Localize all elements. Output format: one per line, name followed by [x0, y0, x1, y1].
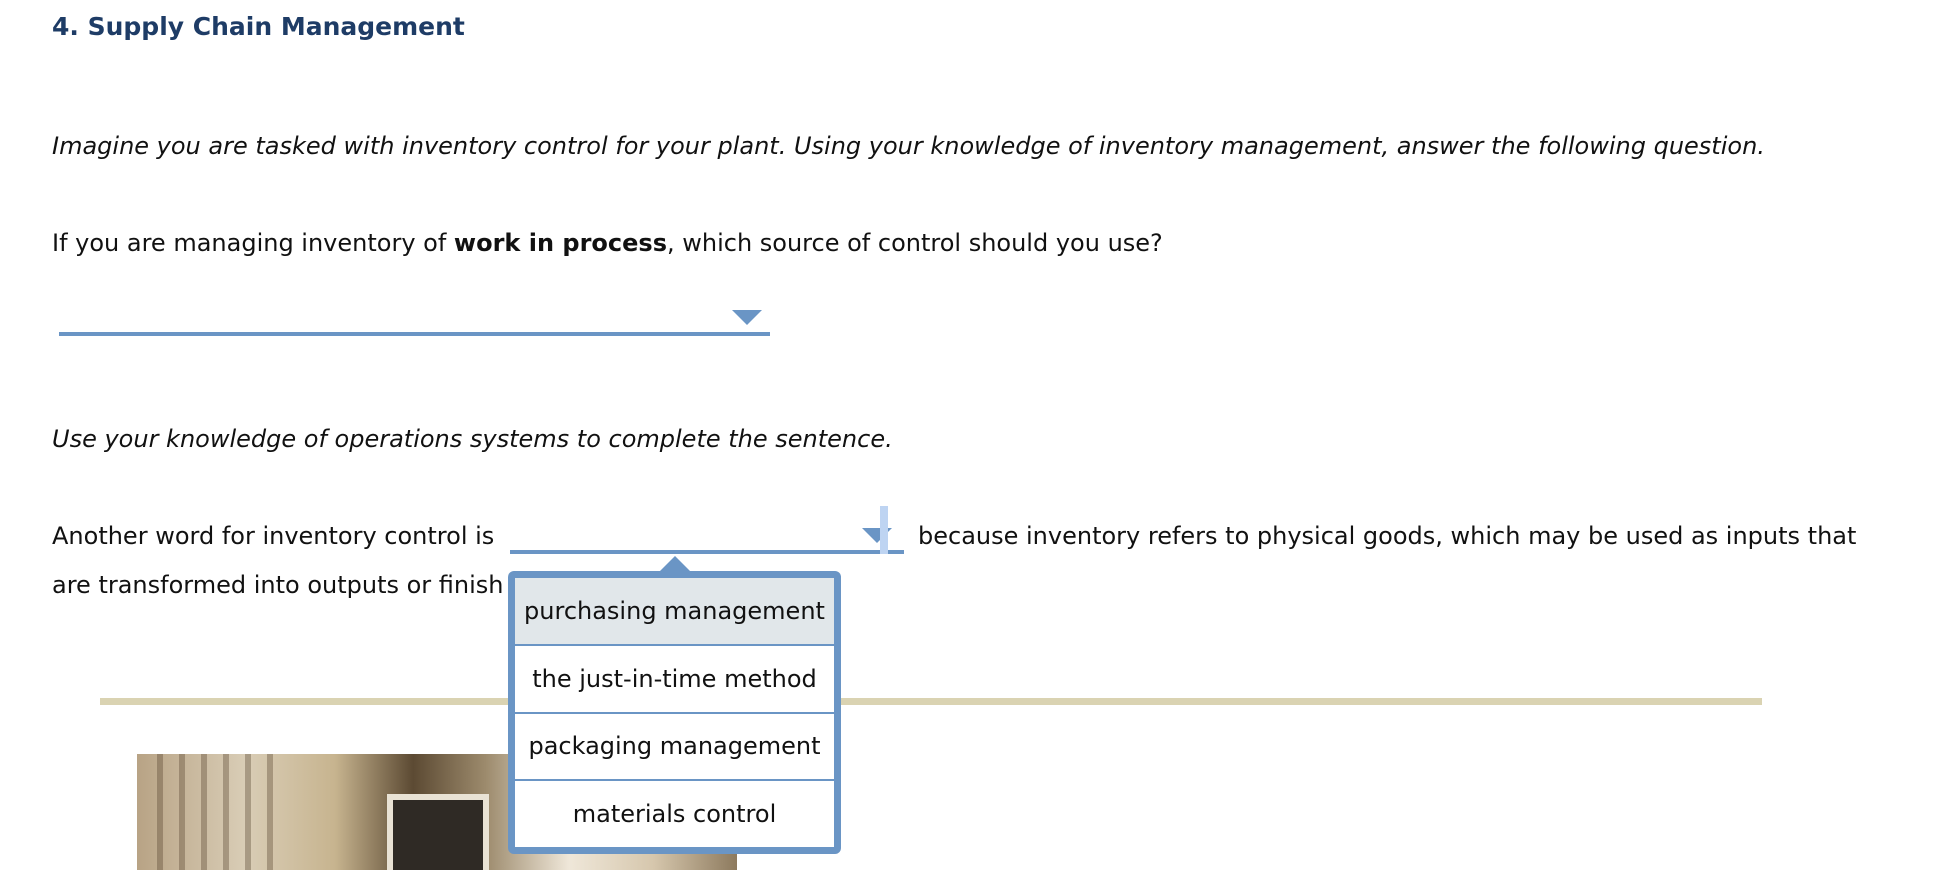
question-title: 4. Supply Chain Management [52, 12, 465, 41]
section-divider [100, 698, 1762, 705]
question-2-text-after: because inventory refers to physical goods, which may be used as inputs that [918, 522, 1857, 550]
question-1-emphasis: work in process [453, 229, 667, 257]
question-2-text-before: Another word for inventory control is [52, 522, 495, 550]
fireplace-image [387, 794, 489, 870]
question-1-suffix: , which source of control should you use? [666, 229, 1163, 257]
dropdown-option-materials-control[interactable]: materials control [515, 779, 834, 847]
intro-text: Imagine you are tasked with inventory control for your plant. Using your knowledge of inventory management, answer the following question. [52, 132, 1765, 160]
dropdown-scroll-thumb[interactable] [880, 506, 888, 554]
instruction-2-text: Use your knowledge of operations systems to complete the sentence. [52, 425, 893, 453]
dropdown-option-packaging-management[interactable]: packaging management [515, 712, 834, 780]
question-1-text [52, 229, 1163, 257]
dropdown-option-just-in-time-method[interactable]: the just-in-time method [515, 644, 834, 712]
popup-pointer [660, 556, 690, 571]
dropdown-menu[interactable] [508, 571, 841, 854]
question-1-prefix: If you are managing inventory of [52, 229, 454, 257]
caret-down-icon[interactable] [732, 310, 762, 325]
question-2-dropdown[interactable] [510, 516, 904, 554]
dropdown-option-purchasing-management[interactable]: purchasing management [515, 578, 834, 644]
question-2-text-line2: are transformed into outputs or finish [52, 571, 504, 599]
question-1-dropdown[interactable] [59, 298, 770, 336]
dropdown-options-list [515, 578, 834, 847]
